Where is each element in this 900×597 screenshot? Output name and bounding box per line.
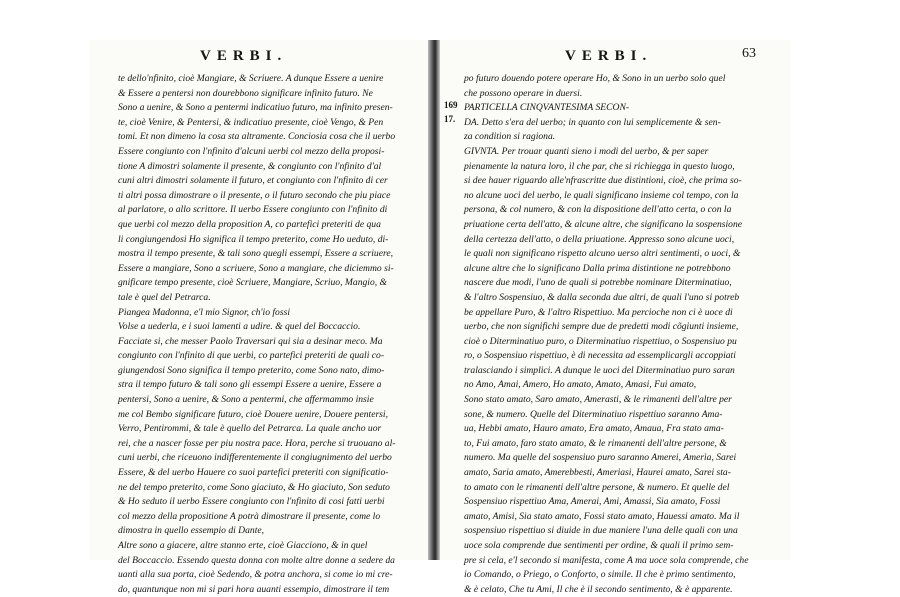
text-line: al parlatore, o allo scrittore. Il uerbo Essere congiunto con l'nfinito di xyxy=(118,204,388,216)
text-line: Essere, & del uerbo Hauere co suoi partefici preteriti con significatio- xyxy=(118,467,389,479)
text-line: po futuro douendo potere operare Ho, & Sono in un uerbo solo quel xyxy=(464,73,726,84)
text-line: te, cioè Venire, & Pentersi, & indicatiuo presente, cioè Vengo, & Pen xyxy=(118,116,384,128)
text-line: DA. Detto s'era del uerbo; in quanto con lui semplicemente & sen- xyxy=(464,116,721,128)
text-line: sone, & numero. Quelle del Diterminatiuo rispettiuo saranno Ama- xyxy=(464,408,723,420)
text-line: Sono stato amato, Saro amato, Amerasti, & le rimanenti dell'altre per xyxy=(464,394,732,406)
text-line: Verro, Pentirommi, & tale è quello del Petrarca. La quale ancho uor xyxy=(118,423,382,435)
text-line: uerbo, che non significhi sempre due de predetti modi cõgiunti insieme, xyxy=(464,321,739,333)
text-line: amato, Amisi, Sia stato amato, Fossi stato amato, Hauessi amato. Ma il xyxy=(464,510,740,522)
text-line: tione A dimostri solamente il presente, & congiunto con l'nfinito d'al xyxy=(118,160,382,172)
text-line: & è celato, Che tu Ami, Il che è il secondo sentimento, & è apparente. xyxy=(464,583,733,595)
text-line: alcune altre che lo significano Dalla prima distintione ne potrebbono xyxy=(464,262,731,274)
text-line: to amato con le rimanenti dell'altre persone, & numero. Et quelle del xyxy=(464,481,730,493)
text-line: me col Bembo significare futuro, cioè Douere uenire, Douere pentersi, xyxy=(118,408,388,420)
text-line: & Ho seduto il uerbo Essere congiunto con l'nfinito di cosi fatti uerbi xyxy=(118,496,385,508)
text-line: stra il tempo futuro & tali sono gli essempi Essere a uenire, Essere a xyxy=(118,379,382,391)
text-line: giungendosi Sono significa il tempo preterito, come Sono nato, dimo- xyxy=(118,364,385,376)
text-line: Sono a uenire, & Sono a pentermi indicatiuo futuro, ma infinito presen- xyxy=(118,102,393,114)
text-line: tralasciando i simplici. A dunque le uoci del Diterminatiuo puro saran xyxy=(464,364,735,376)
text-line: cioè o Diterminatiuo puro, o Diterminatiuo rispettiuo, o Sospensiuo pu xyxy=(464,335,737,347)
text-line: & Essere a pentersi non dourebbono significare infinito futuro. Ne xyxy=(118,87,373,99)
text-line: priuatione certa dell'atto, & alcune altre, che significano la sospensione xyxy=(464,218,743,230)
text-line: uanti alla sua porta, cioè Sedendo, & potra anchora, si come io mi cre- xyxy=(118,569,393,581)
text-line: congiunto con l'nfinito di que uerbi, co partefici preteriti de quali co- xyxy=(118,350,385,362)
text-line: le quali non significano rispetto alcuno uerso altri sentimenti, o uoci, & xyxy=(464,248,741,260)
text-line: pre si cela, e'l secondo si manifesta, come A ma uoce sola comprende, che xyxy=(464,554,749,566)
text-line: do, quantunque non mi si pari hora auanti essempio, dimostrare il tem xyxy=(118,583,390,595)
text-line: GIVNTA. Per trouar quanti sieno i modi del uerbo, & per saper xyxy=(464,145,709,157)
text-line: que uerbi col mezzo della proposition A, co partefici preteriti de qua xyxy=(118,218,381,230)
text-line: cuni altri dimostri solamente il futuro, et congiunto con l'nfinito di cer xyxy=(118,175,388,187)
text-line: te dello'nfinito, cioè Mangiare, & Scriuere. A dunque Essere a uenire xyxy=(118,73,384,84)
left-page xyxy=(90,40,429,595)
text-line: Essere congiunto con l'nfinito d'alcuni uerbi col mezzo della proposi- xyxy=(118,145,385,157)
text-line: si dee hauer riguardo alle'nfrascritte due distintioni, cioè, che prima so- xyxy=(464,175,742,187)
text-line: nascere due modi, l'uno de quali si potrebbe nominare Diterminatiuo, xyxy=(464,277,732,289)
text-line: rei, che a nascer fosse per piu nostra pace. Hora, perche si truouano al- xyxy=(118,437,396,449)
text-line: be appellare Puro, & l'altro Rispettiuo. Ma percioche non ci è uoce di xyxy=(464,306,733,318)
page-number: 63 xyxy=(742,46,756,61)
text-line: no alcune uoci del uerbo, le quali significano insieme col tempo, con la xyxy=(464,189,739,201)
text-line: uoce sola comprende due sentimenti per ordine, & quali il primo sem- xyxy=(464,540,734,551)
section-mark: 169 xyxy=(444,100,458,110)
text-line: tomi. Et non dimeno la cosa sta altramente. Conciosia cosa che il uerbo xyxy=(118,131,396,143)
text-line: col mezzo della propositione A potrà dimostrare il presente, come lo xyxy=(118,510,381,522)
text-line: Altre sono a giacere, altre stanno erte, cioè Giacciono, & in quel xyxy=(118,540,368,551)
text-line: gnificare tempo presente, cioè Scriuere, Mangiare, Scriuo, Mangio, & xyxy=(118,277,388,289)
text-line: dimostra in quello essempio di Dante, xyxy=(118,525,265,537)
text-line: Facciate si, che messer Paolo Traversari qui sia a desinar meco. Ma xyxy=(118,335,383,347)
section-mark: 17. xyxy=(444,114,456,124)
text-line: to, Fui amato, faro stato amato, & le rimanenti dell'altre persone, & xyxy=(464,437,727,449)
text-line: no Amo, Amai, Amero, Ho amato, Amato, Amasi, Fui amato, xyxy=(464,379,697,391)
running-header-right: VERBI. xyxy=(565,48,653,64)
text-line: Volse a uederla, e i suoi lamenti a udire. & quel del Boccaccio. xyxy=(118,321,361,333)
text-line: pentersi, Sono a uenire, & Sono a pentermi, che affermammo insie xyxy=(118,394,374,406)
text-line: del Boccaccio. Essendo questa donna con molte altre donne a sedere da xyxy=(118,554,395,566)
text-line: ua, Hebbi amato, Hauro amato, Era amato, Amaua, Fra stato ama- xyxy=(464,423,724,435)
text-line: pienamente la natura loro, il che par, che si richiegga in questo luogo, xyxy=(464,160,735,172)
text-line: persona, & col numero, & con la dispositione dell'atto certa, o con la xyxy=(464,204,732,216)
text-line: za condition si ragiona. xyxy=(464,131,556,143)
text-line: ro, o Sospensiuo rispettiuo, è di necessita ad essemplicargli accoppiati xyxy=(464,350,736,362)
text-line: numero. Ma quelle del sospensiuo puro saranno Amerei, Amerìa, Sarei xyxy=(464,452,737,464)
right-page-text xyxy=(464,72,780,597)
text-line: Piangea Madonna, e'l mio Signor, ch'io fossi xyxy=(118,306,290,318)
text-line: sospensiuo rispettiuo si diuide in due maniere l'una delle quali con una xyxy=(464,525,738,537)
text-line: Essere a mangiare, Sono a scriuere, Sono a mangiare, che diciemmo si- xyxy=(118,262,394,274)
text-line: mostra il tempo presente, & tali sono quegli essempi, Essere a scriuere, xyxy=(118,248,393,260)
right-page xyxy=(440,40,790,595)
text-line: Sospensiuo rispettiuo Ama, Amerai, Ami, Amassi, Sia amato, Fossi xyxy=(464,496,721,508)
text-line: cuni uerbi, che riceuono indifferentemente il congiugnimento del uerbo xyxy=(118,452,392,464)
text-line: io Comando, o Priego, o Conforto, o simile. Il che è primo sentimento, xyxy=(464,569,736,581)
text-line: amato, Saria amato, Amerebbesti, Ameriasi, Haurei amato, Sarei sta- xyxy=(464,467,731,479)
text-line: ne del tempo preterito, come Sono giaciuto, & Ho giaciuto, Son seduto xyxy=(118,481,390,493)
text-line: ti altri possa dimostrare o il presente, o il futuro secondo che piu piace xyxy=(118,189,391,201)
book-gutter xyxy=(428,40,440,560)
text-line: & l'altro Sospensiuo, & dalla seconda due altri, de quali l'uno si potreb xyxy=(464,291,740,303)
running-header-left: VERBI. xyxy=(200,48,288,64)
book-spread xyxy=(90,40,790,595)
text-line: della certezza dell'atto, o della priuatione. Appresso sono alcune uoci, xyxy=(464,233,735,245)
text-line: tale è quel del Petrarca. xyxy=(118,291,211,303)
left-page-text xyxy=(118,72,413,597)
text-line: che possono operare in duersi. xyxy=(464,87,583,99)
text-line: PARTICELLA CINQVANTESIMA SECON- xyxy=(464,102,630,114)
text-line: li congiungendosi Ho significa il tempo preterito, come Ho ueduto, di- xyxy=(118,233,389,245)
